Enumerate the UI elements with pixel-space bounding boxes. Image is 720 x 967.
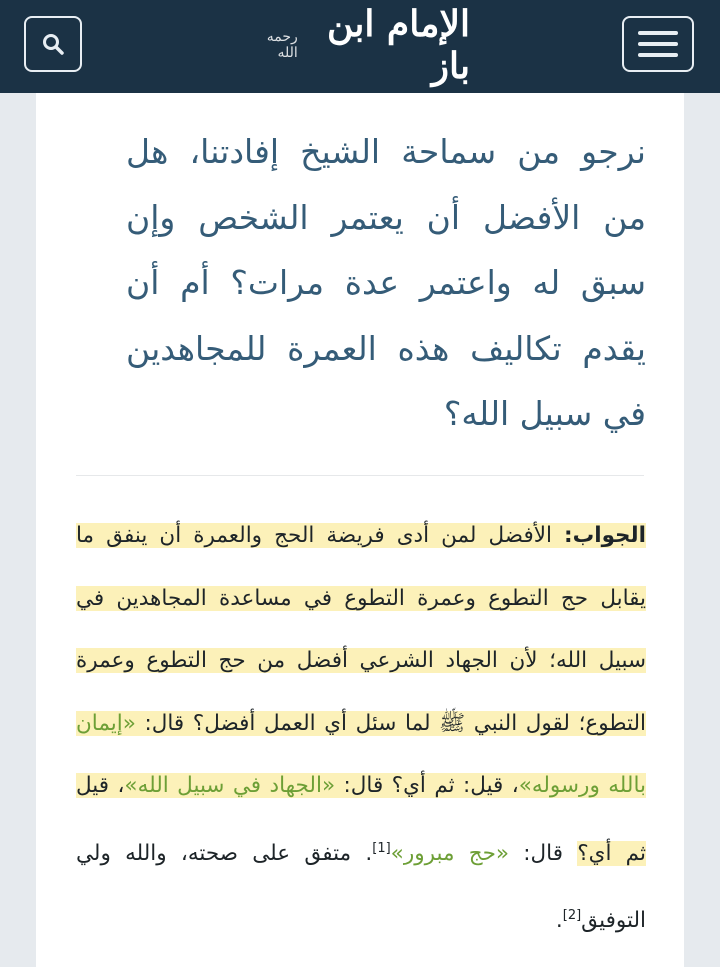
fatwa-content [56,93,664,967]
hamburger-icon-bar [638,53,678,57]
logo-text: الإمام ابن باز [326,3,470,87]
answer-label: الجواب: [564,523,646,548]
divider [76,475,644,476]
hadith-quote: «الجهاد في سبيل الله» [124,773,336,798]
search-button[interactable] [24,16,82,72]
answer-part: . متفق على صحته، والله ولي التوفيق [76,840,646,934]
hamburger-icon-bar [638,31,678,35]
top-navigation-bar [0,0,720,93]
hadith-quote: «إيمان بالله ورسوله» [76,710,646,798]
footnote-ref-1[interactable]: [1] [372,840,391,856]
highlighted-answer [76,523,646,866]
page-margin-left [0,93,36,967]
footnote-ref-2[interactable]: [2] [562,908,582,924]
answer-part: قال: [509,840,578,866]
answer-part: ، قيل: ثم أي؟ قال: [335,773,519,798]
hamburger-icon-bar [638,42,678,46]
answer-text [76,505,646,953]
answer-part: ، قيل ثم أي؟ [76,773,646,866]
question-text: نرجو من سماحة الشيخ إفادتنا، هل من الأفضل أن يعتمر الشخص وإن سبق له واعتمر عدة مرات؟ أم أن يقدم تكاليف هذه العمرة للمجاهدين في سبيل الله؟ [126,132,646,433]
logo-suffix: رحمه الله [266,29,298,61]
hadith-quote: «حج مبرور» [390,840,510,866]
page-margin-right [684,93,720,967]
search-icon [42,33,64,55]
menu-button[interactable] [622,16,694,72]
answer-end: . [555,908,563,934]
site-logo[interactable] [250,3,470,87]
answer-part: الأفضل لمن أدى فريضة الحج والعمرة أن ينفق ما يقابل حج التطوع وعمرة التطوع في مساعدة المجاهدين في سبيل الله؛ لأن الجهاد الشرعي أفضل من حج التطوع وعمرة التطوع؛ لقول النبي ﷺ لما سئل أي العمل أفضل؟ قال: [76,523,646,736]
